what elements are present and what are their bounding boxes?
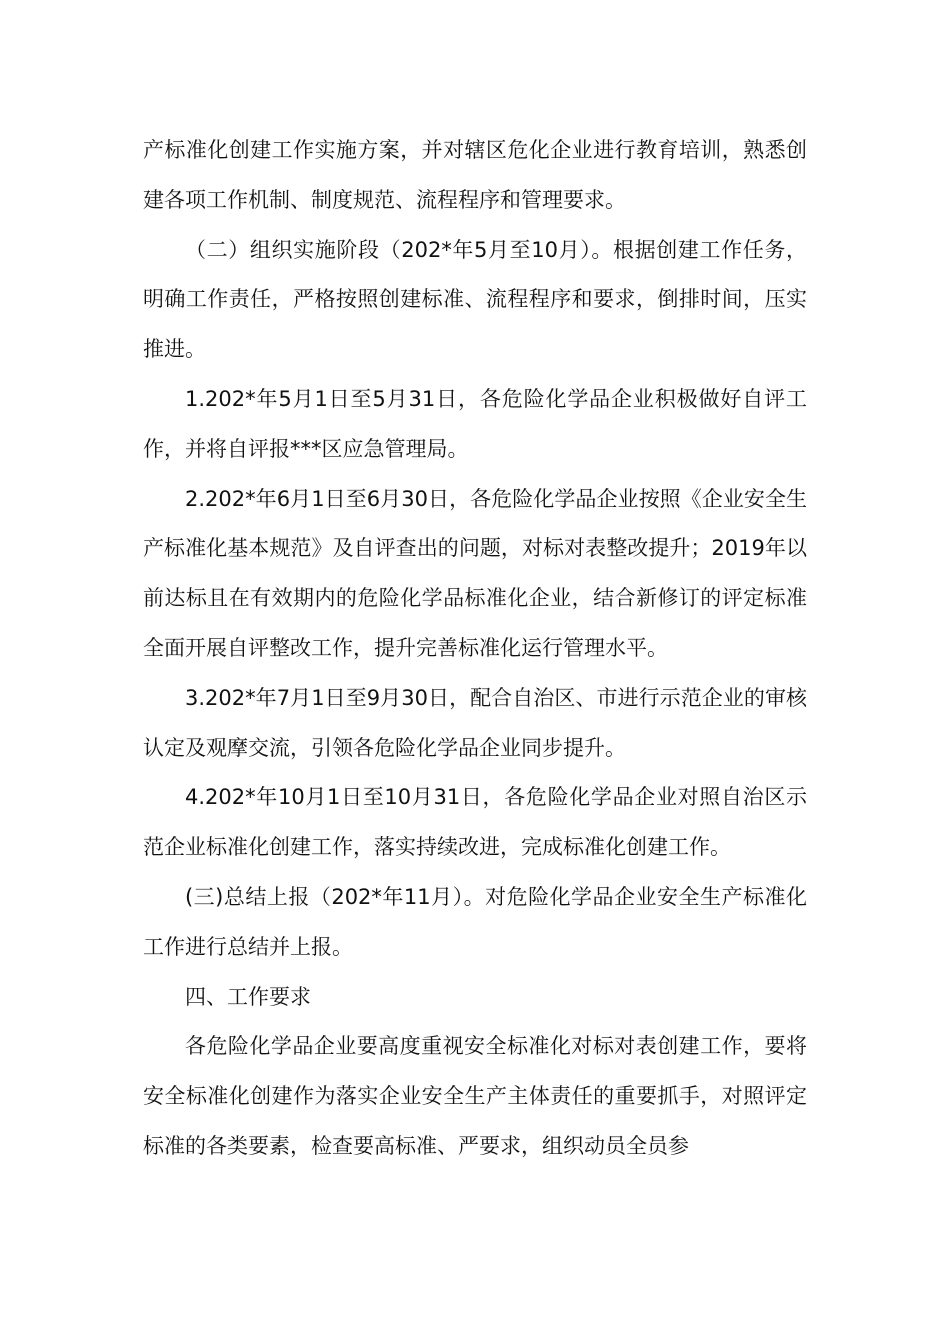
document-body [143,126,807,1172]
section-heading-requirements: 四、工作要求 [185,984,311,1009]
list-item-1: 1.202*年5月1日至5月31日，各危险化学品企业积极做好自评工作，并将自评报***区应急管理局。 [143,386,807,461]
body-paragraph-continued: 产标准化创建工作实施方案，并对辖区危化企业进行教育培训，熟悉创建各项工作机制、制度规范、流程程序和管理要求。 [143,138,807,212]
body-paragraph-requirements: 各危险化学品企业要高度重视安全标准化对标对表创建工作，要将安全标准化创建作为落实企业安全生产主体责任的重要抓手，对照评定标准的各类要素，检查要高标准、严要求，组织动员全员参 [143,1034,807,1158]
list-item-2: 2.202*年6月1日至6月30日，各危险化学品企业按照《企业安全生产标准化基本规范》及自评查出的问题，对标对表整改提升；2019年以前达标且在有效期内的危险化学品标准化企业，结合新修订的评定标准全面开展自评整改工作，提升完善标准化运行管理水平。 [143,486,807,660]
section-heading-implementation: （二）组织实施阶段（202*年5月至10月）。根据创建工作任务，明确工作责任，严格按照创建标准、流程程序和要求，倒排时间，压实推进。 [143,237,807,362]
list-item-3: 3.202*年7月1日至9月30日，配合自治区、市进行示范企业的审核认定及观摩交流，引领各危险化学品企业同步提升。 [143,685,807,760]
section-heading-summary: (三)总结上报（202*年11月）。对危险化学品企业安全生产标准化工作进行总结并上报。 [143,884,807,959]
list-item-4: 4.202*年10月1日至10月31日，各危险化学品企业对照自治区示范企业标准化创建工作，落实持续改进，完成标准化创建工作。 [143,785,807,860]
